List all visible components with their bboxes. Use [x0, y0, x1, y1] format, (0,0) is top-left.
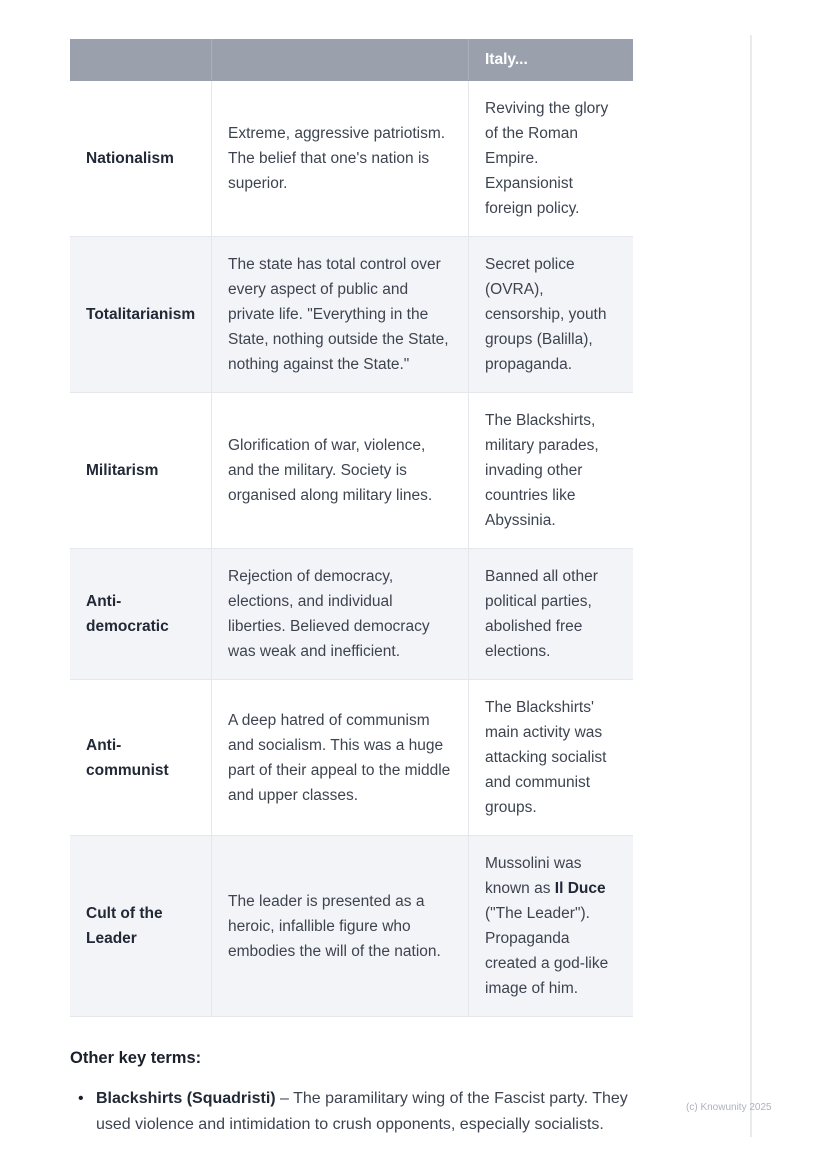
italy-text: Banned all other political parties, abolished free elections. — [485, 568, 598, 660]
key-term-separator: – — [275, 1090, 294, 1107]
italy-text: Reviving the glory of the Roman Empire. Expansionist foreign policy. — [485, 100, 609, 217]
table-row-cult-of-the-leader — [70, 836, 633, 1017]
term-text: Anti-communist — [86, 736, 169, 779]
table-header-row — [70, 39, 633, 81]
bullet-icon: • — [78, 1090, 84, 1107]
key-term: Blackshirts (Squadristi) — [96, 1090, 276, 1107]
definition-cell — [212, 549, 469, 679]
italy-text: The Blackshirts' main activity was attacking socialist and communist groups. — [485, 699, 607, 816]
italy-text: The Blackshirts, military parades, invading other countries like Abyssinia. — [485, 412, 599, 529]
term-text: Anti-democratic — [86, 593, 169, 635]
definition-text: Extreme, aggressive patriotism. The belief that one's nation is superior. — [228, 125, 446, 192]
term-text: Totalitarianism — [86, 306, 196, 323]
italy-text-bold: Il Duce — [554, 880, 606, 897]
italy-text — [485, 851, 617, 1001]
header-cell-italy — [469, 39, 633, 80]
term-cell — [70, 237, 212, 392]
definition-text: The state has total control over every aspect of public and private life. "Everything in the State, nothing outside the State, nothing against the State." — [228, 256, 449, 373]
definition-cell — [212, 237, 469, 392]
definition-text: A deep hatred of communism and socialism. This was a huge part of their appeal to the middle and upper classes. — [228, 711, 451, 804]
italy-text-after: ("The Leader"). Propaganda created a god-like image of him. — [485, 905, 609, 997]
other-key-terms-heading: Other key terms: — [70, 1049, 202, 1067]
table-row-totalitarianism — [70, 237, 633, 393]
term-cell — [70, 81, 212, 236]
definition-text: Rejection of democracy, elections, and individual liberties. Believed democracy was weak and inefficient. — [228, 568, 430, 660]
italy-text: Secret police (OVRA), censorship, youth groups (Balilla), propaganda. — [485, 256, 607, 373]
italy-cell — [469, 549, 633, 679]
table-row-militarism — [70, 393, 633, 549]
header-cell-definition — [212, 39, 469, 80]
table-row-anti-democratic — [70, 549, 633, 680]
page-edge-divider — [750, 35, 752, 1137]
list-item — [70, 1086, 633, 1138]
page-content — [70, 39, 633, 1138]
italy-cell — [469, 393, 633, 548]
italy-text-before: Mussolini was known as — [485, 855, 582, 897]
italy-cell — [469, 836, 633, 1016]
italy-cell — [469, 237, 633, 392]
term-text: Cult of the Leader — [86, 905, 163, 947]
header-cell-term — [70, 39, 212, 80]
definition-text: Glorification of war, violence, and the military. Society is organised along military lines. — [228, 437, 433, 504]
definition-cell — [212, 81, 469, 236]
definition-text: The leader is presented as a heroic, infallible figure who embodies the will of the nation. — [228, 892, 441, 960]
term-text: Nationalism — [86, 150, 174, 167]
watermark-text: (c) Knowunity 2025 — [686, 1102, 772, 1113]
list-item-text — [96, 1086, 633, 1138]
term-cell — [70, 836, 212, 1016]
definition-cell — [212, 836, 469, 1016]
table-row-anti-communist — [70, 680, 633, 836]
italy-cell — [469, 81, 633, 236]
fascism-features-table — [70, 39, 633, 1017]
definition-cell — [212, 393, 469, 548]
key-terms-list — [70, 1086, 633, 1138]
italy-cell — [469, 680, 633, 835]
definition-cell — [212, 680, 469, 835]
key-term-description: The paramilitary wing of the Fascist party. They used violence and intimidation to crush opponents, especially socialists. — [96, 1090, 628, 1133]
term-cell — [70, 680, 212, 835]
term-text: Militarism — [86, 462, 159, 479]
table-row-nationalism — [70, 81, 633, 237]
term-cell — [70, 549, 212, 679]
header-italy-label: Italy... — [485, 50, 528, 68]
term-cell — [70, 393, 212, 548]
